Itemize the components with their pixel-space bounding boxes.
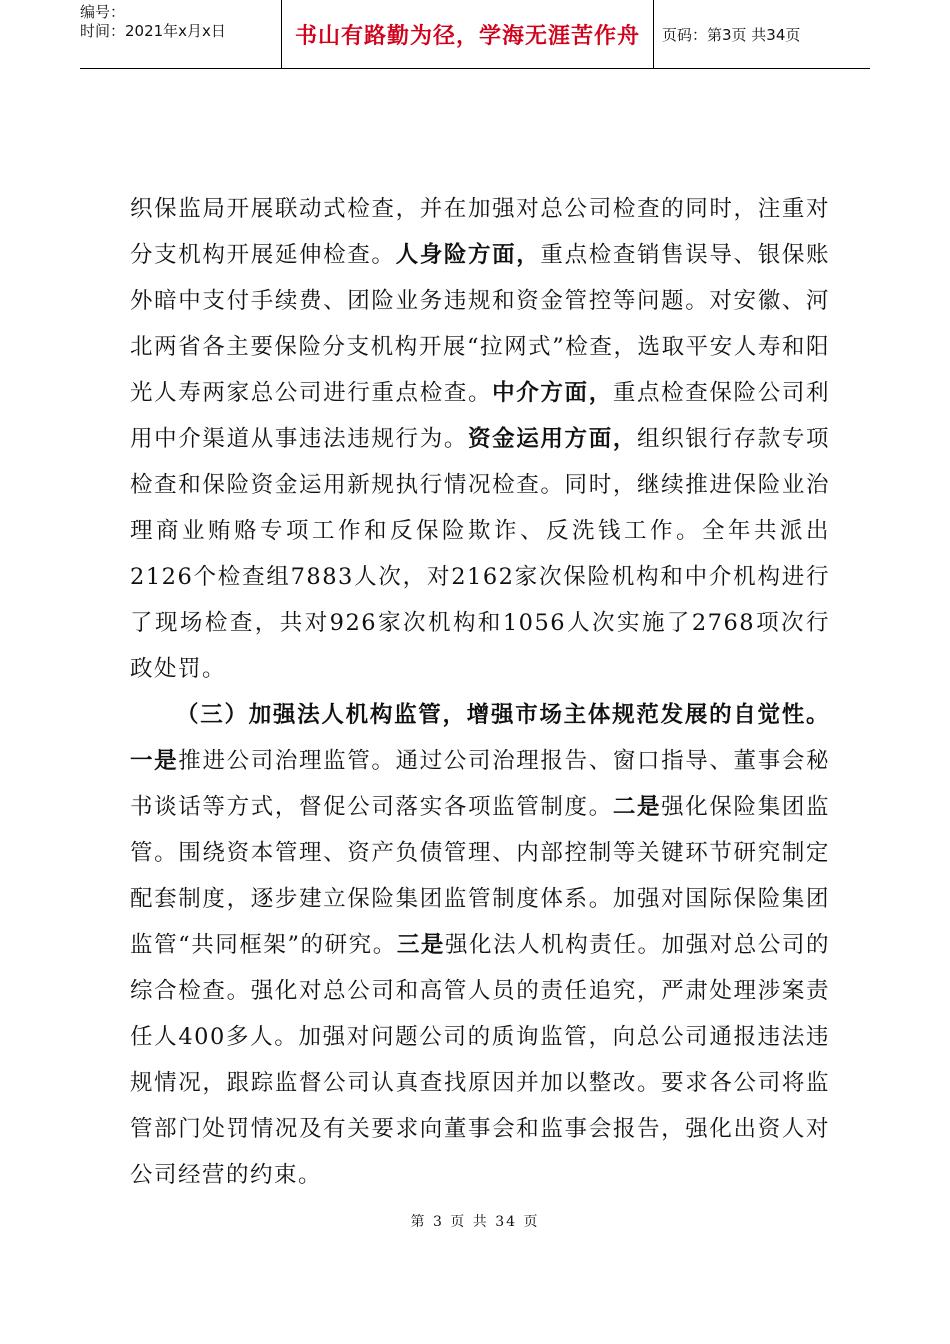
paragraph-inspection xyxy=(130,186,830,692)
p1-text-2: 重点检查销售误导、银保账外暗中支付手续费、团险业务违规和资金管控等问题。对安徽、河北两省各主要保险分支机构开展“拉网式”检查，选取平安人寿和阳光人寿两家总公司进行重点检查。 xyxy=(130,242,830,406)
p1-text-1: 织保监局开展联动式检查，并在加强对总公司检查的同时，注重对分支机构开展延伸检查。 xyxy=(130,196,830,268)
p1-bold-fund-use: 资金运用方面， xyxy=(467,426,637,452)
p2-bold-third: 三是 xyxy=(396,932,445,958)
page-footer xyxy=(0,1211,950,1231)
p1-text-3: 重点检查保险公司利用中介渠道从事违法违规行为。 xyxy=(130,380,830,452)
number-label: 编号： xyxy=(80,3,126,21)
document-body xyxy=(130,186,830,1198)
p1-bold-life-insurance: 人身险方面， xyxy=(395,242,541,268)
page-info-text: 页码：第3页 共34页 xyxy=(662,25,801,44)
p2-text-3: 强化法人机构责任。加强对总公司的综合检查。强化对总公司和高管人员的责任追究，严肃处理涉案责任人400多人。加强对问题公司的质询监管，向总公司通报违法违规情况，跟踪监督公司认真查找原因并加以整改。要求各公司将监管部门处罚情况及有关要求向董事会和监事会报告，强化出资人对公司经营的约束。 xyxy=(130,932,830,1188)
page-header xyxy=(80,0,870,69)
p2-heading: （三）加强法人机构监管，增强市场主体规范发展的自觉性。一是 xyxy=(130,702,830,774)
time-label: 时间：2021年x月x日 xyxy=(80,22,226,40)
footer-page-number: 第 3 页 共 34 页 xyxy=(410,1214,540,1230)
header-meta xyxy=(80,0,282,68)
header-motto: 书山有路勤为径，学海无涯苦作舟 xyxy=(294,23,640,49)
p1-text-4: 组织银行存款专项检查和保险资金运用新规执行情况检查。同时，继续推进保险业治理商业贿赂专项工作和反保险欺诈、反洗钱工作。全年共派出2126个检查组7883人次，对2162家次保险机构和中介机构进行了现场检查，共对926家次机构和1056人次实施了2768项次行政处罚。 xyxy=(130,426,830,682)
paragraph-legal-entity xyxy=(130,692,830,1198)
header-motto-cell xyxy=(282,0,654,68)
header-page-info xyxy=(654,0,870,68)
p2-text-2: 强化保险集团监管。围绕资本管理、资产负债管理、内部控制等关键环节研究制定配套制度，逐步建立保险集团监管制度体系。加强对国际保险集团监管“共同框架”的研究。 xyxy=(130,794,830,958)
p2-bold-second: 二是 xyxy=(612,794,662,820)
p1-bold-intermediary: 中介方面， xyxy=(492,380,613,406)
p2-text-1: 推进公司治理监管。通过公司治理报告、窗口指导、董事会秘书谈话等方式，督促公司落实各项监管制度。 xyxy=(130,748,830,820)
